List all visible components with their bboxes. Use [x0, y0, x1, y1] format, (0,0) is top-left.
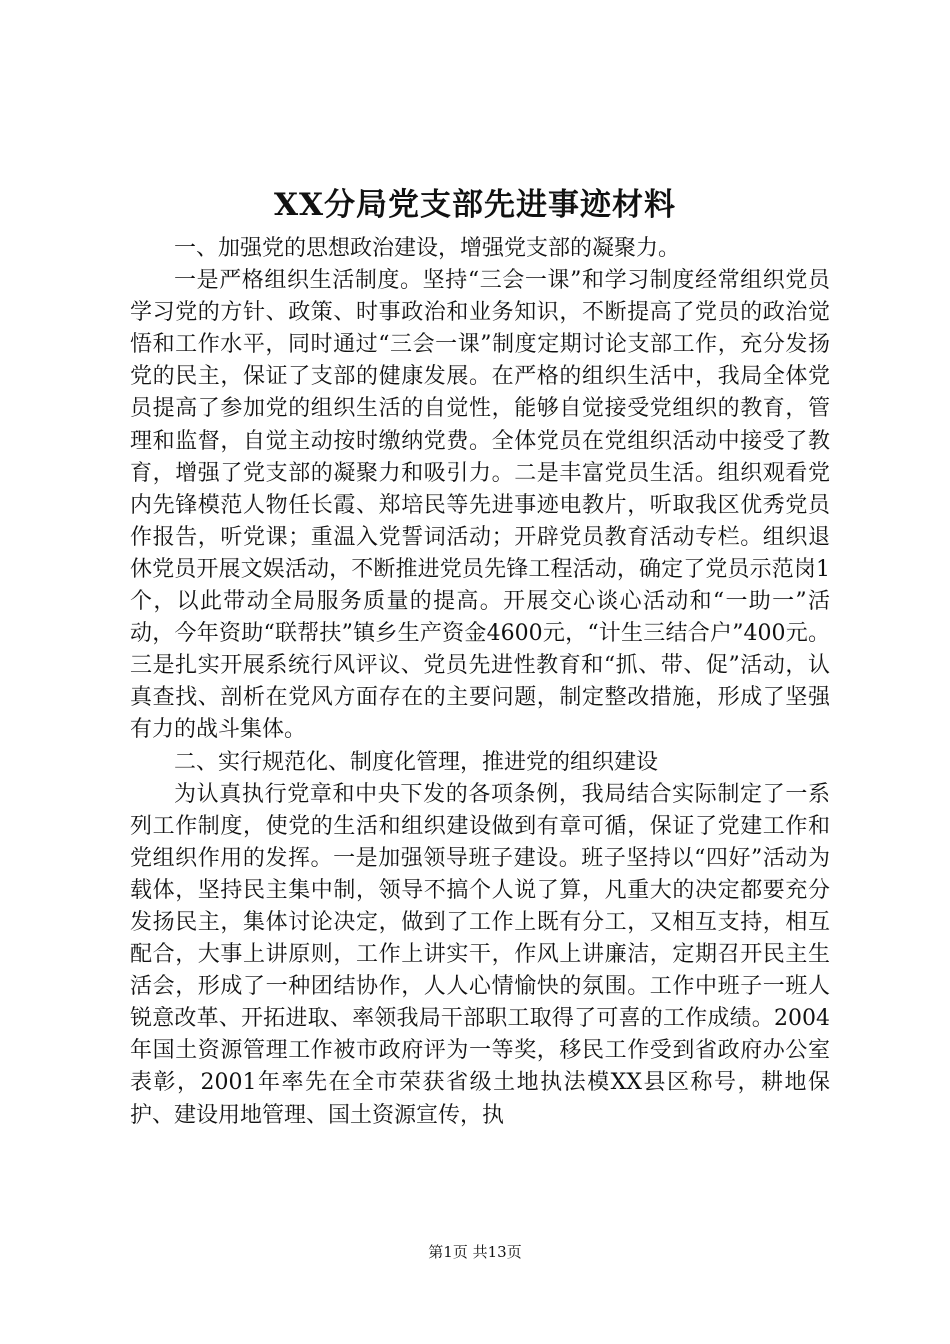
section-heading-2: 二、实行规范化、制度化管理，推进党的组织建设 — [174, 749, 659, 775]
section-heading-1: 一、加强党的思想政治建设，增强党支部的凝聚力。 — [174, 236, 681, 261]
body-paragraph-1: 一是严格组织生活制度。坚持“三会一课”和学习制度经常组织党员学习党的方针、政策、时事政治和业务知识，不断提高了党员的政治觉悟和工作水平，同时通过“三会一课”制度定期讨论支部工作，充分发扬党的民主，保证了支部的健康发展。在严格的组织生活中，我局全体党员提高了参加党的组织生活的自觉性，能够自觉接受党组织的教育，管理和监督，自觉主动按时缴纳党费。全体党员在党组织活动中接受了教育，增强了党支部的凝聚力和吸引力。二是丰富党员生活。组织观看党内先锋模范人物任长霞、郑培民等先进事迹电教片，听取我区优秀党员作报告，听党课；重温入党誓词活动；开辟党员教育活动专栏。组织退休党员开展文娱活动，不断推进党员先锋工程活动，确定了党员示范岗1个，以此带动全局服务质量的提高。开展交心谈心活动和“一助一”活动，今年资助“联帮扶”镇乡生产资金4600元，“计生三结合户”400元。三是扎实开展系统行风评议、党员先进性教育和“抓、带、促”活动，认真查找、剖析在党风方面存在的主要问题，制定整改措施，形成了坚强有力的战斗集体。 — [130, 268, 830, 743]
document-title: XX分局党支部先进事迹材料 — [273, 187, 677, 223]
body-paragraph-2: 为认真执行党章和中央下发的各项条例，我局结合实际制定了一系列工作制度，使党的生活和组织建设做到有章可循，保证了党建工作和党组织作用的发挥。一是加强领导班子建设。班子坚持以“四好”活动为载体，坚持民主集中制，领导不搞个人说了算，凡重大的决定都要充分发扬民主，集体讨论决定，做到了工作上既有分工，又相互支持，相互配合，大事上讲原则，工作上讲实干，作风上讲廉洁，定期召开民主生活会，形成了一种团结协作，人人心情愉快的氛围。工作中班子一班人锐意改革、开拓进取、率领我局干部职工取得了可喜的工作成绩。2004年国土资源管理工作被市政府评为一等奖，移民工作受到省政府办公室表彰，2001年率先在全市荣获省级土地执法模XX县区称号，耕地保护、建设用地管理、国土资源宣传，执 — [130, 781, 830, 1128]
page-footer: 第1页 共13页 — [428, 1243, 522, 1261]
document-body — [130, 233, 830, 1132]
